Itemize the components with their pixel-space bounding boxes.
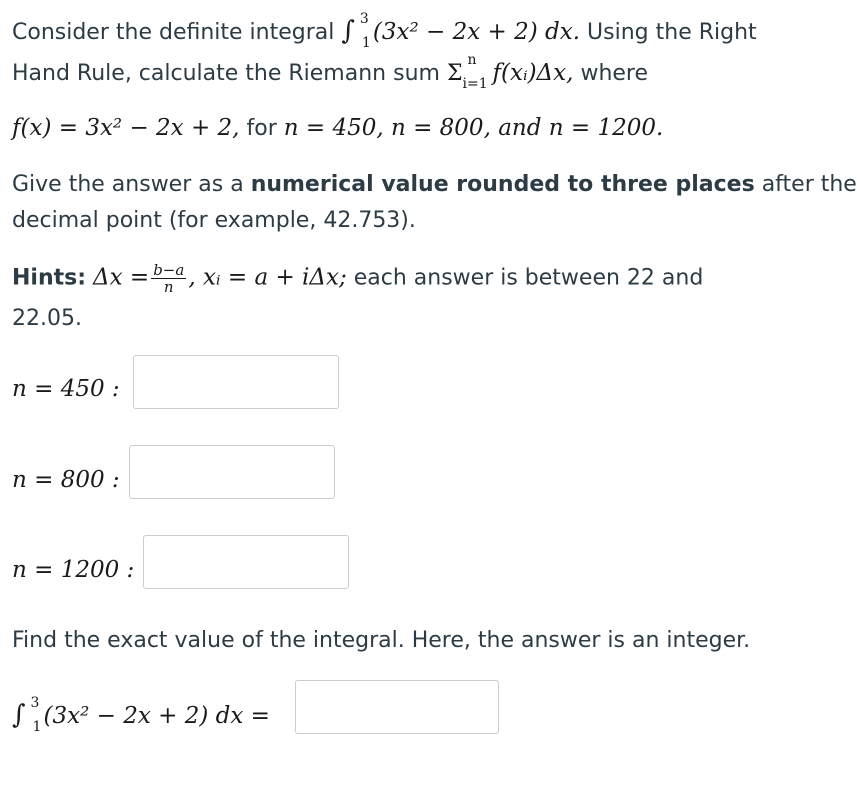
instruction-line (12, 172, 857, 197)
intro-suffix: Using the Right (587, 20, 757, 45)
exact-prompt: Find the exact value of the integral. Here, the answer is an integer. (12, 628, 751, 653)
answer-label-1200: n = 1200 : (12, 557, 135, 583)
answer-input-1200[interactable] (143, 535, 349, 589)
function-line (12, 115, 663, 141)
hint-xi: , xᵢ = a + iΔx; (188, 264, 347, 291)
exact-upper-limit: 3 (30, 695, 40, 711)
lower-limit: 1 (361, 35, 371, 51)
riemann-text: Hand Rule, calculate the Riemann sum (12, 61, 440, 86)
intro-line (12, 11, 757, 51)
answer-label-450: n = 450 : (12, 376, 120, 402)
integrand: (3x² − 2x + 2) dx. (372, 19, 581, 45)
answer-input-800[interactable] (129, 445, 335, 499)
hint-text-2: 22.05. (12, 306, 82, 331)
instruction-text: Give the answer as a (12, 172, 244, 197)
hints-line (12, 262, 703, 295)
instruction-suffix: after the (761, 172, 857, 197)
instruction-bold: numerical value rounded to three places (250, 172, 755, 197)
n-values: n = 450, n = 800, and n = 1200. (283, 115, 664, 141)
answer-input-450[interactable] (133, 355, 339, 409)
where-text: where (580, 61, 649, 86)
hint-dx: Δx = (93, 264, 150, 291)
exact-answer-input[interactable] (295, 680, 499, 734)
instruction-line-2: decimal point (for example, 42.753). (12, 208, 416, 233)
exact-integral: ∫ 3 1 (3x² − 2x + 2) dx = (12, 695, 270, 735)
hints-label: Hints: (12, 265, 87, 291)
upper-limit: 3 (359, 11, 369, 27)
exact-expression: (3x² − 2x + 2) dx = (43, 703, 270, 729)
sum-upper: n (467, 52, 477, 68)
fraction-numerator: b−a (153, 261, 185, 279)
integral-expression: ∫ 3 1 (3x² − 2x + 2) dx. (341, 11, 581, 51)
hint-text: each answer is between 22 and (353, 265, 704, 291)
for-text: for (246, 116, 277, 141)
answer-label-800: n = 800 : (12, 467, 120, 493)
hint-fraction (151, 262, 186, 295)
sum-expression: Σ n i=1 f(xᵢ)Δx, (446, 52, 574, 92)
function-definition: f(x) = 3x² − 2x + 2, (12, 115, 240, 141)
fraction-denominator: n (163, 278, 174, 296)
sum-body: f(xᵢ)Δx, (492, 60, 574, 86)
intro-text: Consider the definite integral (12, 20, 335, 45)
exact-lower-limit: 1 (32, 719, 42, 735)
sum-lower: i=1 (462, 76, 488, 92)
riemann-line (12, 52, 649, 92)
